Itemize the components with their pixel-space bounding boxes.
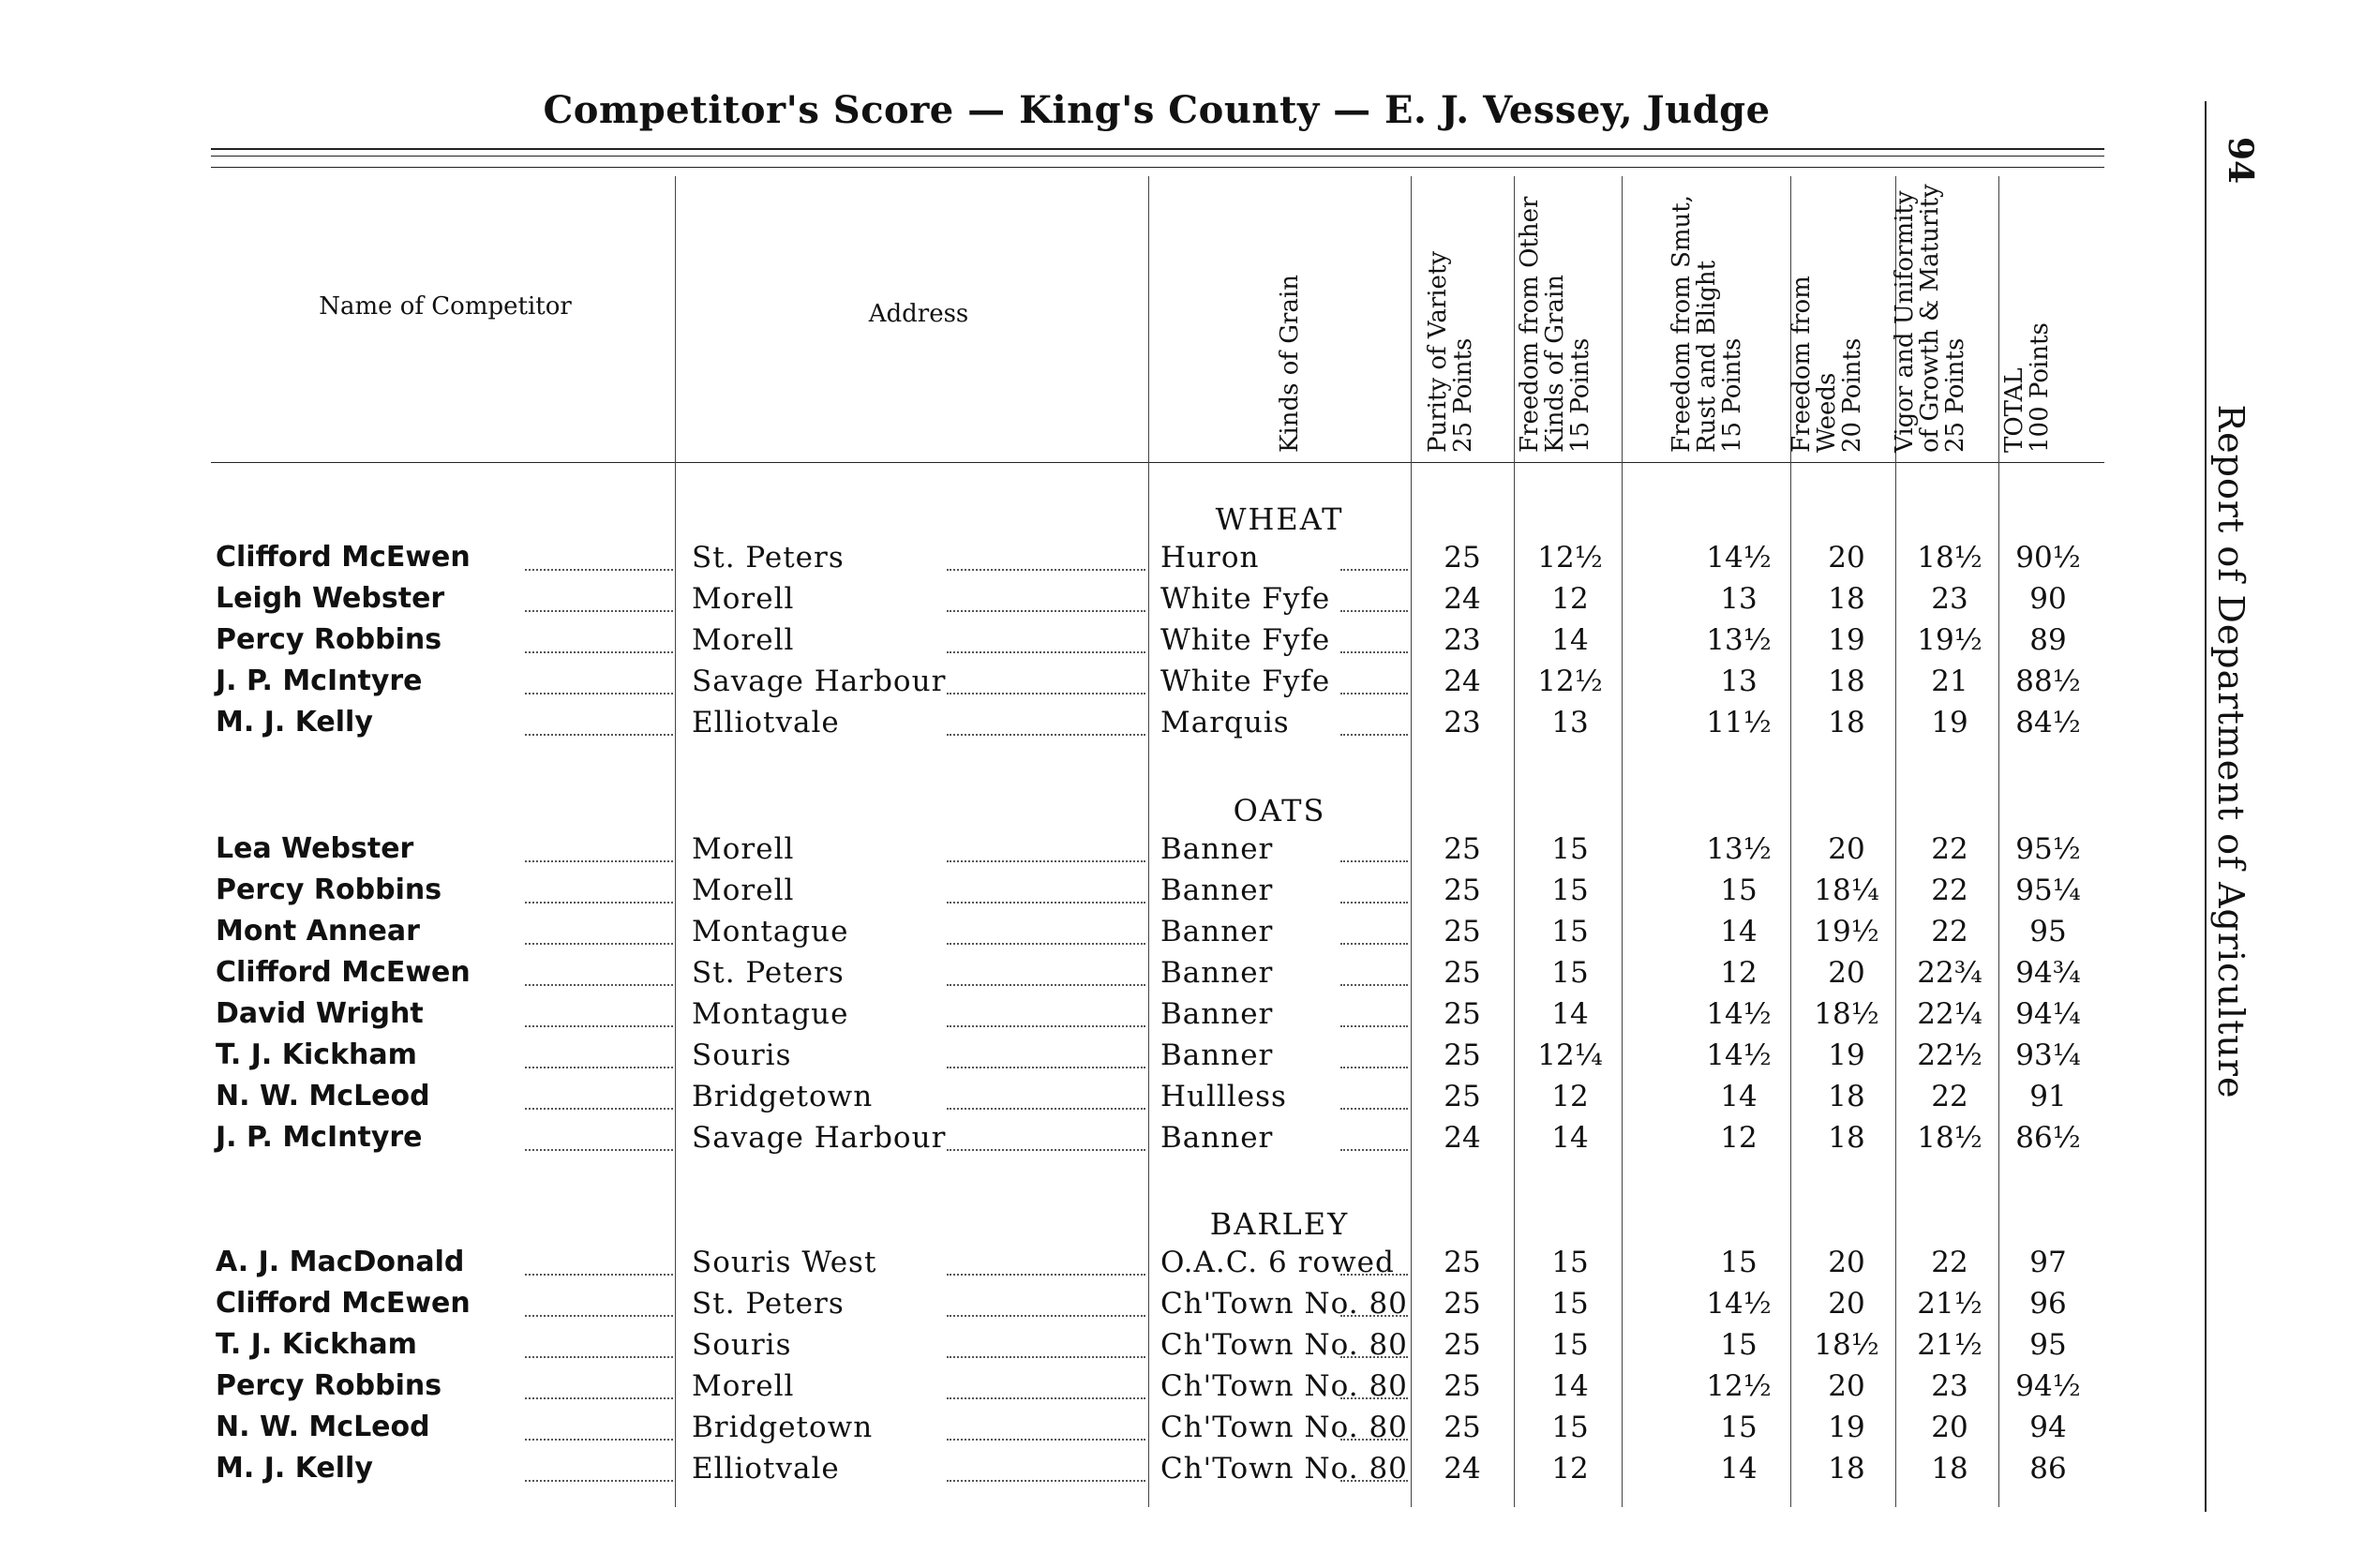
title-rule <box>211 148 2104 150</box>
competitor-name: A. J. MacDonald <box>216 1246 465 1278</box>
score-weeds: 19½ <box>1814 915 1879 948</box>
grain-kind: Huron <box>1160 541 1260 575</box>
score-weeds: 20 <box>1828 956 1865 990</box>
score-other: 15 <box>1551 1246 1589 1279</box>
score-total: 86 <box>2029 1452 2067 1486</box>
score-total: 89 <box>2029 623 2067 657</box>
score-purity: 24 <box>1444 1452 1481 1486</box>
score-purity: 25 <box>1444 1246 1481 1279</box>
score-weeds: 18¼ <box>1814 874 1879 907</box>
score-smut: 15 <box>1720 1411 1758 1444</box>
competitor-name: David Wright <box>216 997 424 1030</box>
table-row <box>0 1121 2156 1162</box>
competitor-name: T. J. Kickham <box>216 1038 417 1071</box>
score-other: 12½ <box>1537 541 1603 575</box>
header-purity: Purity of Variety 25 Points <box>1424 250 1477 453</box>
score-weeds: 19 <box>1828 1038 1865 1072</box>
score-smut: 14 <box>1720 915 1758 948</box>
score-total: 88½ <box>2015 665 2081 698</box>
score-smut: 12 <box>1720 1121 1758 1155</box>
table-row <box>0 1038 2156 1080</box>
score-smut: 12½ <box>1706 1369 1772 1403</box>
dot-leader <box>1340 693 1408 694</box>
score-purity: 25 <box>1444 1080 1481 1113</box>
score-smut: 12 <box>1720 956 1758 990</box>
competitor-address: St. Peters <box>692 956 845 990</box>
score-smut: 14½ <box>1706 997 1772 1031</box>
score-total: 95 <box>2029 1328 2067 1362</box>
score-vigor: 22½ <box>1917 1038 1982 1072</box>
score-other: 15 <box>1551 1411 1589 1444</box>
header-name: Name of Competitor <box>319 292 572 321</box>
competitor-name: Lea Webster <box>216 832 414 865</box>
dot-leader <box>525 651 673 653</box>
score-total: 95½ <box>2015 832 2081 866</box>
score-vigor: 21½ <box>1917 1328 1982 1362</box>
grain-kind: O.A.C. 6 rowed <box>1160 1246 1395 1279</box>
score-other: 13 <box>1551 706 1589 739</box>
score-weeds: 20 <box>1828 1246 1865 1279</box>
dot-leader <box>525 1439 673 1441</box>
header-address: Address <box>868 300 969 328</box>
competitor-name: M. J. Kelly <box>216 1452 373 1485</box>
table-row <box>0 956 2156 997</box>
dot-leader <box>525 734 673 736</box>
score-purity: 25 <box>1444 915 1481 948</box>
grain-kind: Ch'Town No. 80 <box>1160 1411 1408 1444</box>
score-smut: 14 <box>1720 1452 1758 1486</box>
score-smut: 15 <box>1720 1328 1758 1362</box>
dot-leader <box>1340 943 1408 945</box>
grain-kind: Marquis <box>1160 706 1290 739</box>
dot-leader <box>947 1356 1145 1358</box>
score-other: 15 <box>1551 832 1589 866</box>
table-row <box>0 623 2156 665</box>
dot-leader <box>1340 1315 1408 1317</box>
score-vigor: 22 <box>1931 915 1968 948</box>
score-vigor: 18½ <box>1917 541 1982 575</box>
dot-leader <box>947 610 1145 612</box>
dot-leader <box>525 1108 673 1110</box>
header-freedom-weeds: Freedom from Weeds 20 Points <box>1788 276 1866 453</box>
score-weeds: 20 <box>1828 541 1865 575</box>
dot-leader <box>1340 902 1408 903</box>
score-purity: 25 <box>1444 956 1481 990</box>
competitor-name: Clifford McEwen <box>216 1287 471 1320</box>
dot-leader <box>525 1480 673 1482</box>
grain-kind: White Fyfe <box>1160 623 1331 657</box>
score-total: 95 <box>2029 915 2067 948</box>
dot-leader <box>1340 984 1408 986</box>
score-purity: 25 <box>1444 1411 1481 1444</box>
score-other: 12 <box>1551 1080 1589 1113</box>
score-vigor: 22¼ <box>1917 997 1982 1031</box>
dot-leader <box>1340 569 1408 571</box>
dot-leader <box>1340 651 1408 653</box>
competitor-name: T. J. Kickham <box>216 1328 417 1361</box>
score-weeds: 20 <box>1828 1287 1865 1321</box>
dot-leader <box>525 610 673 612</box>
dot-leader <box>525 1025 673 1027</box>
dot-leader <box>1340 1397 1408 1399</box>
score-vigor: 19 <box>1931 706 1968 739</box>
grain-kind: Banner <box>1160 915 1274 948</box>
page-title: Competitor's Score — King's County — E. J. Vessey, Judge <box>543 88 1771 132</box>
dot-leader <box>525 1315 673 1317</box>
score-other: 14 <box>1551 997 1589 1031</box>
header-top-rule <box>211 167 2104 168</box>
dot-leader <box>947 569 1145 571</box>
dot-leader <box>1340 1108 1408 1110</box>
competitor-address: Morell <box>692 582 795 616</box>
score-smut: 13½ <box>1706 623 1772 657</box>
dot-leader <box>947 943 1145 945</box>
score-total: 84½ <box>2015 706 2081 739</box>
score-purity: 25 <box>1444 1287 1481 1321</box>
dot-leader <box>947 1274 1145 1276</box>
score-purity: 25 <box>1444 832 1481 866</box>
score-purity: 25 <box>1444 541 1481 575</box>
table-row <box>0 706 2156 747</box>
score-other: 15 <box>1551 915 1589 948</box>
table-row <box>0 1287 2156 1328</box>
header-bottom-rule <box>211 462 2104 463</box>
dot-leader <box>947 1108 1145 1110</box>
score-weeds: 18 <box>1828 665 1865 698</box>
score-vigor: 18½ <box>1917 1121 1982 1155</box>
score-weeds: 20 <box>1828 832 1865 866</box>
dot-leader <box>525 1397 673 1399</box>
score-other: 12½ <box>1537 665 1603 698</box>
title-rule-thin <box>211 156 2104 157</box>
dot-leader <box>525 902 673 903</box>
dot-leader <box>947 693 1145 694</box>
score-purity: 25 <box>1444 997 1481 1031</box>
running-head: Report of Department of Agriculture <box>2210 404 2252 1099</box>
score-total: 94½ <box>2015 1369 2081 1403</box>
score-total: 91 <box>2029 1080 2067 1113</box>
score-smut: 14½ <box>1706 1038 1772 1072</box>
dot-leader <box>947 1025 1145 1027</box>
score-smut: 13 <box>1720 582 1758 616</box>
competitor-address: Bridgetown <box>692 1411 874 1444</box>
grain-kind: Ch'Town No. 80 <box>1160 1369 1408 1403</box>
score-vigor: 21½ <box>1917 1287 1982 1321</box>
category-heading: BARLEY <box>1209 1206 1350 1242</box>
score-vigor: 21 <box>1931 665 1968 698</box>
dot-leader <box>525 693 673 694</box>
dot-leader <box>947 734 1145 736</box>
dot-leader <box>947 1067 1145 1068</box>
score-weeds: 18 <box>1828 1452 1865 1486</box>
competitor-address: Elliotvale <box>692 1452 840 1486</box>
score-purity: 25 <box>1444 874 1481 907</box>
score-vigor: 22 <box>1931 832 1968 866</box>
dot-leader <box>1340 734 1408 736</box>
competitor-address: Morell <box>692 1369 795 1403</box>
score-weeds: 20 <box>1828 1369 1865 1403</box>
competitor-address: Morell <box>692 623 795 657</box>
page-number: 94 <box>2221 136 2260 185</box>
score-purity: 24 <box>1444 582 1481 616</box>
score-purity: 24 <box>1444 665 1481 698</box>
dot-leader <box>1340 1439 1408 1441</box>
competitor-name: Clifford McEwen <box>216 956 471 989</box>
dot-leader <box>1340 1480 1408 1482</box>
dot-leader <box>1340 860 1408 862</box>
score-weeds: 18½ <box>1814 997 1879 1031</box>
margin-line <box>2205 101 2207 1512</box>
dot-leader <box>1340 1067 1408 1068</box>
score-total: 95¼ <box>2015 874 2081 907</box>
score-vigor: 18 <box>1931 1452 1968 1486</box>
competitor-address: Savage Harbour <box>692 665 947 698</box>
score-smut: 11½ <box>1706 706 1772 739</box>
table-row <box>0 1452 2156 1493</box>
grain-kind: Banner <box>1160 956 1274 990</box>
dot-leader <box>947 860 1145 862</box>
dot-leader <box>1340 1025 1408 1027</box>
score-vigor: 20 <box>1931 1411 1968 1444</box>
score-weeds: 18 <box>1828 1080 1865 1113</box>
grain-kind: Ch'Town No. 80 <box>1160 1452 1408 1486</box>
competitor-name: N. W. McLeod <box>216 1080 430 1113</box>
score-purity: 23 <box>1444 706 1481 739</box>
dot-leader <box>1340 1356 1408 1358</box>
score-vigor: 22 <box>1931 1080 1968 1113</box>
score-total: 90 <box>2029 582 2067 616</box>
header-freedom-other: Freedom from Other Kinds of Grain 15 Points <box>1516 196 1594 453</box>
competitor-address: Montague <box>692 915 849 948</box>
score-other: 14 <box>1551 623 1589 657</box>
competitor-address: Souris <box>692 1328 792 1362</box>
competitor-address: Morell <box>692 832 795 866</box>
score-weeds: 18 <box>1828 1121 1865 1155</box>
category-heading: OATS <box>1233 793 1326 829</box>
score-total: 90½ <box>2015 541 2081 575</box>
score-weeds: 18 <box>1828 582 1865 616</box>
grain-kind: Banner <box>1160 832 1274 866</box>
dot-leader <box>525 943 673 945</box>
score-smut: 14½ <box>1706 541 1772 575</box>
score-vigor: 22 <box>1931 874 1968 907</box>
competitor-address: Savage Harbour <box>692 1121 947 1155</box>
grain-kind: Ch'Town No. 80 <box>1160 1287 1408 1321</box>
dot-leader <box>525 1274 673 1276</box>
grain-kind: Ch'Town No. 80 <box>1160 1328 1408 1362</box>
score-other: 12 <box>1551 582 1589 616</box>
score-other: 15 <box>1551 874 1589 907</box>
score-purity: 23 <box>1444 623 1481 657</box>
table-row <box>0 1080 2156 1121</box>
score-other: 15 <box>1551 1328 1589 1362</box>
score-purity: 25 <box>1444 1038 1481 1072</box>
score-vigor: 19½ <box>1917 623 1982 657</box>
score-smut: 13½ <box>1706 832 1772 866</box>
score-total: 86½ <box>2015 1121 2081 1155</box>
score-weeds: 18½ <box>1814 1328 1879 1362</box>
score-weeds: 19 <box>1828 623 1865 657</box>
score-total: 93¼ <box>2015 1038 2081 1072</box>
competitor-address: St. Peters <box>692 541 845 575</box>
grain-kind: White Fyfe <box>1160 665 1331 698</box>
score-purity: 25 <box>1444 1328 1481 1362</box>
score-total: 94¼ <box>2015 997 2081 1031</box>
dot-leader <box>947 1480 1145 1482</box>
competitor-name: Clifford McEwen <box>216 541 471 574</box>
score-other: 14 <box>1551 1121 1589 1155</box>
score-total: 94¾ <box>2015 956 2081 990</box>
dot-leader <box>947 1397 1145 1399</box>
competitor-address: Bridgetown <box>692 1080 874 1113</box>
competitor-name: J. P. McIntyre <box>216 665 423 697</box>
score-other: 12¼ <box>1537 1038 1603 1072</box>
competitor-name: Percy Robbins <box>216 874 442 906</box>
score-other: 15 <box>1551 1287 1589 1321</box>
score-total: 96 <box>2029 1287 2067 1321</box>
score-other: 14 <box>1551 1369 1589 1403</box>
competitor-address: Montague <box>692 997 849 1031</box>
grain-kind: Banner <box>1160 1121 1274 1155</box>
dot-leader <box>947 651 1145 653</box>
score-vigor: 22¾ <box>1917 956 1982 990</box>
table-row <box>0 1369 2156 1411</box>
dot-leader <box>1340 610 1408 612</box>
header-total: TOTAL 100 Points <box>2000 322 2054 453</box>
score-smut: 14½ <box>1706 1287 1772 1321</box>
score-weeds: 19 <box>1828 1411 1865 1444</box>
score-weeds: 18 <box>1828 706 1865 739</box>
table-row <box>0 665 2156 706</box>
grain-kind: Hullless <box>1160 1080 1287 1113</box>
header-freedom-smut: Freedom from Smut, Rust and Blight 15 Points <box>1668 194 1746 453</box>
competitor-name: Percy Robbins <box>216 1369 442 1402</box>
dot-leader <box>947 1439 1145 1441</box>
grain-kind: Banner <box>1160 1038 1274 1072</box>
dot-leader <box>947 1149 1145 1151</box>
table-row <box>0 832 2156 874</box>
header-vigor: Vigor and Uniformity of Growth & Maturity 25 Points <box>1891 184 1969 453</box>
grain-kind: Banner <box>1160 997 1274 1031</box>
dot-leader <box>947 1315 1145 1317</box>
competitor-address: Morell <box>692 874 795 907</box>
score-smut: 15 <box>1720 1246 1758 1279</box>
score-other: 12 <box>1551 1452 1589 1486</box>
score-smut: 13 <box>1720 665 1758 698</box>
table-row <box>0 997 2156 1038</box>
competitor-name: M. J. Kelly <box>216 706 373 739</box>
dot-leader <box>947 984 1145 986</box>
dot-leader <box>525 1149 673 1151</box>
table-row <box>0 582 2156 623</box>
dot-leader <box>947 902 1145 903</box>
score-vigor: 22 <box>1931 1246 1968 1279</box>
table-row <box>0 541 2156 582</box>
dot-leader <box>525 1067 673 1068</box>
dot-leader <box>525 984 673 986</box>
dot-leader <box>525 1356 673 1358</box>
score-purity: 24 <box>1444 1121 1481 1155</box>
score-smut: 15 <box>1720 874 1758 907</box>
competitor-address: Souris <box>692 1038 792 1072</box>
competitor-address: Souris West <box>692 1246 877 1279</box>
dot-leader <box>525 569 673 571</box>
competitor-name: Mont Annear <box>216 915 420 948</box>
dot-leader <box>1340 1149 1408 1151</box>
score-smut: 14 <box>1720 1080 1758 1113</box>
competitor-name: Leigh Webster <box>216 582 445 615</box>
score-vigor: 23 <box>1931 1369 1968 1403</box>
competitor-name: Percy Robbins <box>216 623 442 656</box>
score-other: 15 <box>1551 956 1589 990</box>
table-row <box>0 1411 2156 1452</box>
score-purity: 25 <box>1444 1369 1481 1403</box>
dot-leader <box>525 860 673 862</box>
grain-kind: Banner <box>1160 874 1274 907</box>
grain-kind: White Fyfe <box>1160 582 1331 616</box>
dot-leader <box>1340 1274 1408 1276</box>
score-total: 94 <box>2029 1411 2067 1444</box>
score-vigor: 23 <box>1931 582 1968 616</box>
competitor-name: N. W. McLeod <box>216 1411 430 1443</box>
table-row <box>0 1246 2156 1287</box>
competitor-name: J. P. McIntyre <box>216 1121 423 1154</box>
score-total: 97 <box>2029 1246 2067 1279</box>
competitor-address: Elliotvale <box>692 706 840 739</box>
category-heading: WHEAT <box>1215 501 1344 537</box>
table-row <box>0 915 2156 956</box>
table-row <box>0 1328 2156 1369</box>
competitor-address: St. Peters <box>692 1287 845 1321</box>
table-row <box>0 874 2156 915</box>
header-grain: Kinds of Grain <box>1276 274 1304 453</box>
